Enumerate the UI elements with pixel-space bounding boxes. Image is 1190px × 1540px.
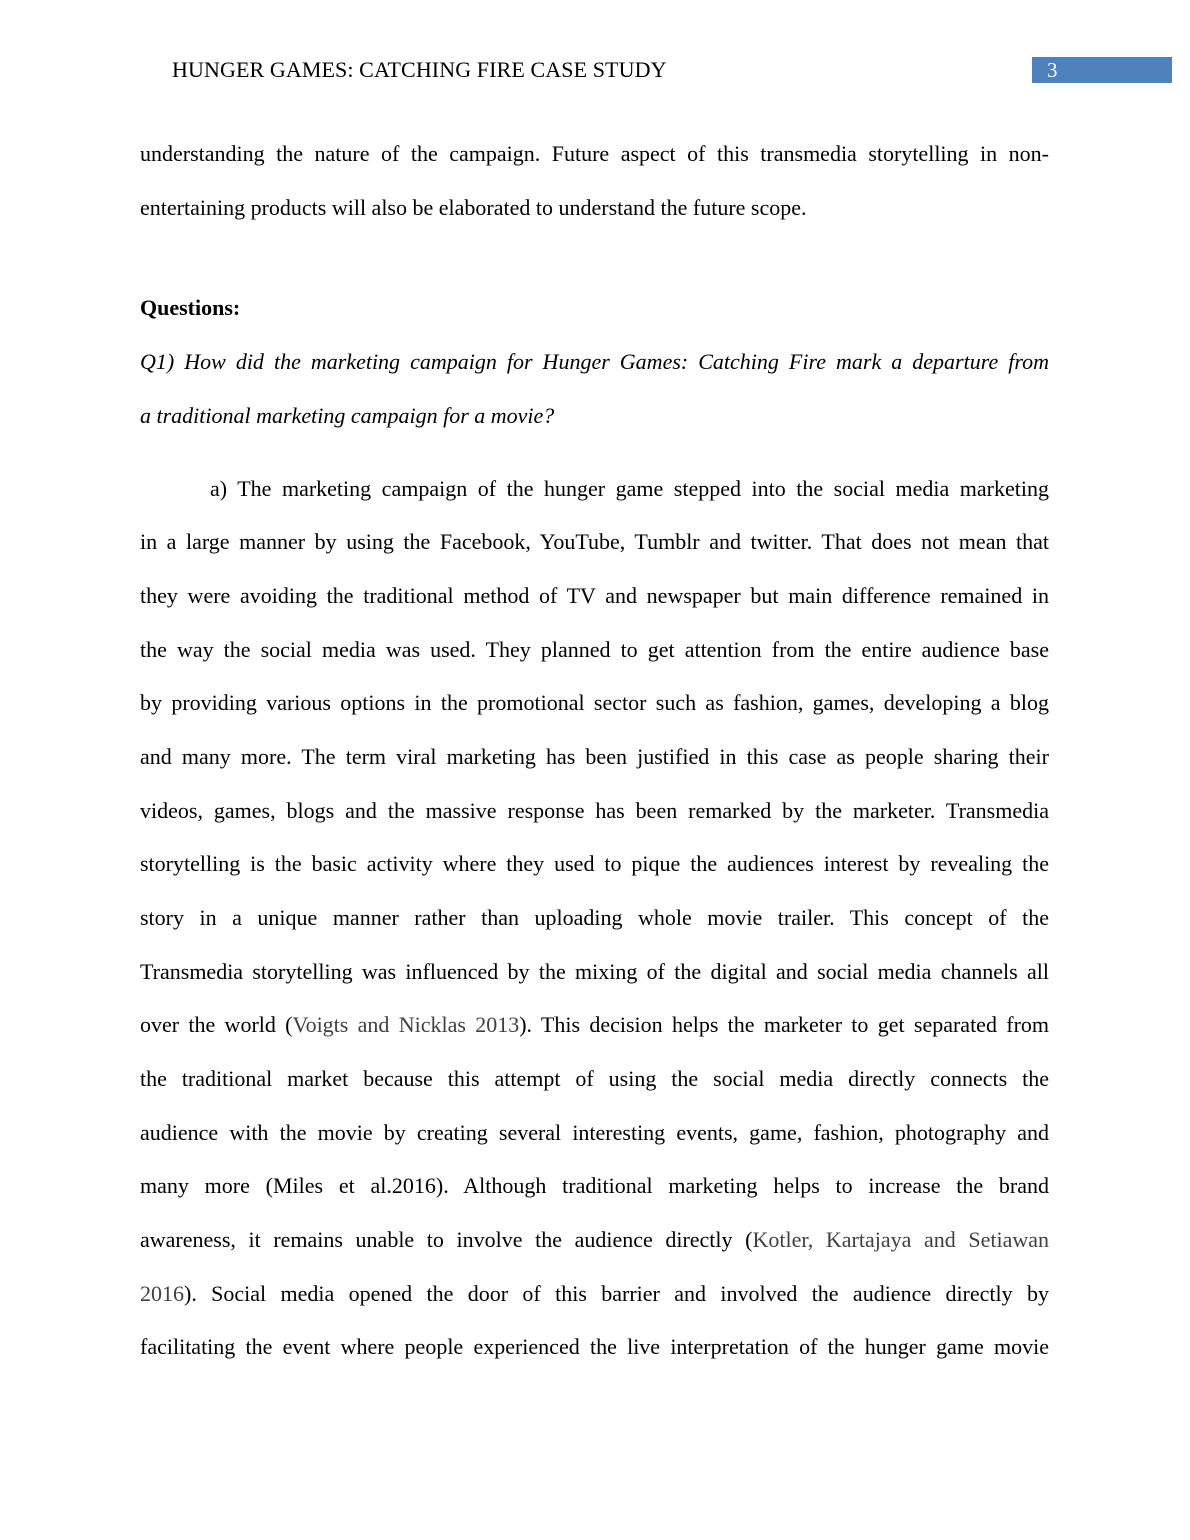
questions-heading: Questions: [140, 295, 241, 320]
answer-line: the way the social media was used. They planned to get attention from the entire audience base [140, 637, 1049, 662]
answer-line: facilitating the event where people experienced the live interpretation of the hunger game movie [140, 1334, 1049, 1359]
answer-line: videos, games, blogs and the massive response has been remarked by the marketer. Transmedia [140, 798, 1049, 823]
answer-text: over the world ( [140, 1012, 293, 1037]
answer-line [140, 1010, 1049, 1040]
answer-line [140, 1279, 1049, 1309]
answer-line: and many more. The term viral marketing has been justified in this case as people sharing their [140, 744, 1049, 769]
answer-line: many more (Miles et al.2016). Although traditional marketing helps to increase the brand [140, 1173, 1049, 1198]
answer-line: the traditional market because this attempt of using the social media directly connects the [140, 1066, 1049, 1091]
question-line: Q1) How did the marketing campaign for Hunger Games: Catching Fire mark a departure from [140, 349, 1049, 374]
answer-line: audience with the movie by creating several interesting events, game, fashion, photography and [140, 1120, 1049, 1145]
answer-line: Transmedia storytelling was influenced by the mixing of the digital and social media channels all [140, 959, 1049, 984]
intro-line: entertaining products will also be elaborated to understand the future scope. [140, 195, 807, 220]
answer-text: awareness, it remains unable to involve the audience directly ( [140, 1227, 753, 1252]
answer-text: ). This decision helps the marketer to get separated from [519, 1012, 1049, 1037]
intro-line: understanding the nature of the campaign. Future aspect of this transmedia storytelling in non- [140, 141, 1049, 166]
running-header-title: HUNGER GAMES: CATCHING FIRE CASE STUDY [172, 57, 667, 82]
answer-line: storytelling is the basic activity where they used to pique the audiences interest by revealing the [140, 851, 1049, 876]
citation-voigts-nicklas: Voigts and Nicklas 2013 [292, 1012, 520, 1037]
citation-kotler-kartajaya-setiawan: Kotler, Kartajaya and Setiawan [752, 1227, 1049, 1252]
citation-year: 2016 [140, 1281, 184, 1306]
answer-line: story in a unique manner rather than uploading whole movie trailer. This concept of the [140, 905, 1049, 930]
answer-line [140, 1225, 1049, 1255]
answer-line: they were avoiding the traditional method of TV and newspaper but main difference remained in [140, 583, 1049, 608]
page-number: 3 [1047, 58, 1058, 82]
answer-text: ). Social media opened the door of this barrier and involved the audience directly by [184, 1281, 1049, 1306]
question-line: a traditional marketing campaign for a movie? [140, 403, 555, 428]
answer-line: in a large manner by using the Facebook, YouTube, Tumblr and twitter. That does not mean that [140, 529, 1049, 554]
answer-line: a) The marketing campaign of the hunger game stepped into the social media marketing [210, 476, 1049, 501]
page-number-box [1032, 57, 1172, 83]
answer-line: by providing various options in the promotional sector such as fashion, games, developing a blog [140, 690, 1049, 715]
